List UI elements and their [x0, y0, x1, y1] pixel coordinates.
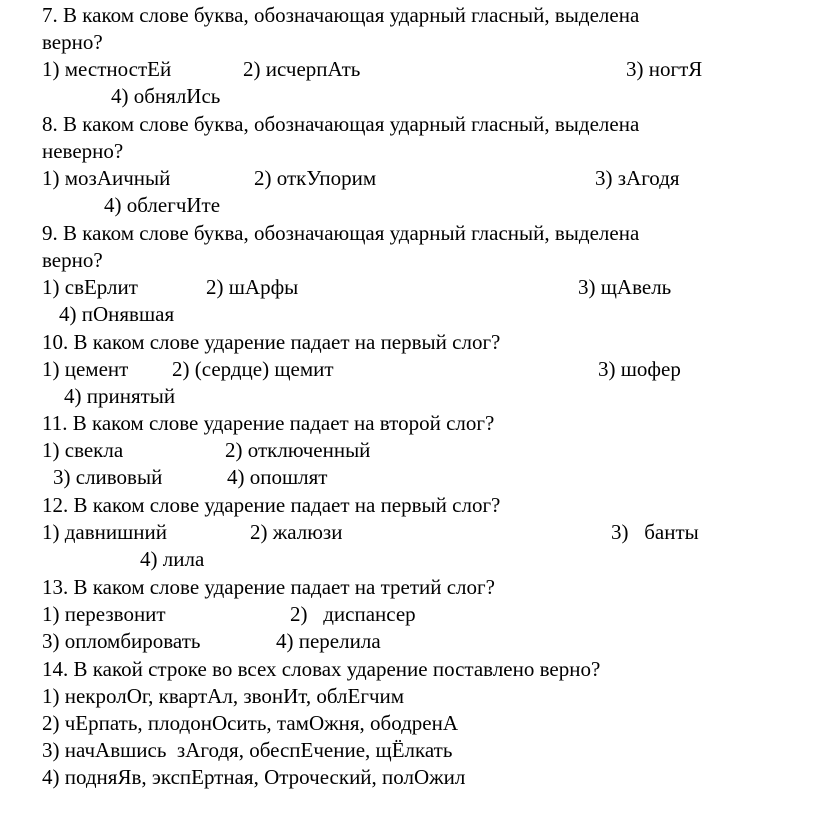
question-7-option-2: 2) исчерпАть — [243, 57, 361, 81]
question-13-option-1: 1) перезвонит — [42, 602, 166, 626]
question-11-option-4: 4) опошлят — [227, 465, 328, 489]
question-7-text-cont: верно? — [42, 30, 103, 54]
question-10-text: 10. В каком слове ударение падает на первый слог? — [42, 330, 501, 354]
question-10-option-4: 4) принятый — [64, 384, 176, 408]
question-10-option-1: 1) цемент — [42, 357, 129, 381]
question-8-option-4: 4) облегчИте — [104, 193, 221, 217]
question-13-option-2: 2) диспансер — [290, 602, 416, 626]
question-7-option-4: 4) обнялИсь — [111, 84, 221, 108]
question-14-option-1: 1) некролОг, квартАл, звонИт, облЕгчим — [42, 684, 405, 708]
question-9-option-2: 2) шАрфы — [206, 275, 299, 299]
question-10-option-3: 3) шофер — [598, 357, 681, 381]
question-12-option-3: 3) банты — [611, 520, 699, 544]
question-9-option-1: 1) свЕрлит — [42, 275, 138, 299]
question-12-option-4: 4) лила — [140, 547, 205, 571]
question-9-option-4: 4) пОнявшая — [59, 302, 175, 326]
question-12-option-1: 1) давнишний — [42, 520, 168, 544]
question-13-text: 13. В каком слове ударение падает на третий слог? — [42, 575, 495, 599]
question-8-option-1: 1) мозАичный — [42, 166, 171, 190]
question-11-option-2: 2) отключенный — [225, 438, 371, 462]
question-8-option-3: 3) зАгодя — [595, 166, 680, 190]
question-7-text: 7. В каком слове буква, обозначающая ударный гласный, выделена — [42, 3, 640, 27]
question-9-option-3: 3) щАвель — [578, 275, 672, 299]
question-14-text: 14. В какой строке во всех словах ударение поставлено верно? — [42, 657, 601, 681]
question-11-option-3: 3) сливовый — [53, 465, 163, 489]
question-12-option-2: 2) жалюзи — [250, 520, 343, 544]
question-14-option-2: 2) чЕрпать, плодонОсить, тамОжня, ободренА — [42, 711, 459, 735]
question-8-option-2: 2) откУпорим — [254, 166, 377, 190]
question-11-text: 11. В каком слове ударение падает на второй слог? — [42, 411, 495, 435]
question-8-text: 8. В каком слове буква, обозначающая ударный гласный, выделена — [42, 112, 640, 136]
question-8-text-cont: неверно? — [42, 139, 124, 163]
question-13-option-3: 3) опломбировать — [42, 629, 201, 653]
question-9-text: 9. В каком слове буква, обозначающая ударный гласный, выделена — [42, 221, 640, 245]
question-7-option-3: 3) ногтЯ — [626, 57, 703, 81]
question-10-option-2: 2) (сердце) щемит — [172, 357, 334, 381]
question-9-text-cont: верно? — [42, 248, 103, 272]
question-11-option-1: 1) свекла — [42, 438, 124, 462]
question-13-option-4: 4) перелила — [276, 629, 381, 653]
question-12-text: 12. В каком слове ударение падает на первый слог? — [42, 493, 501, 517]
question-14-option-3: 3) начАвшись зАгодя, обеспЕчение, щЁлкать — [42, 738, 453, 762]
question-7-option-1: 1) местностЕй — [42, 57, 172, 81]
question-14-option-4: 4) подняЯв, экспЕртная, Отроческий, полОжил — [42, 765, 466, 789]
